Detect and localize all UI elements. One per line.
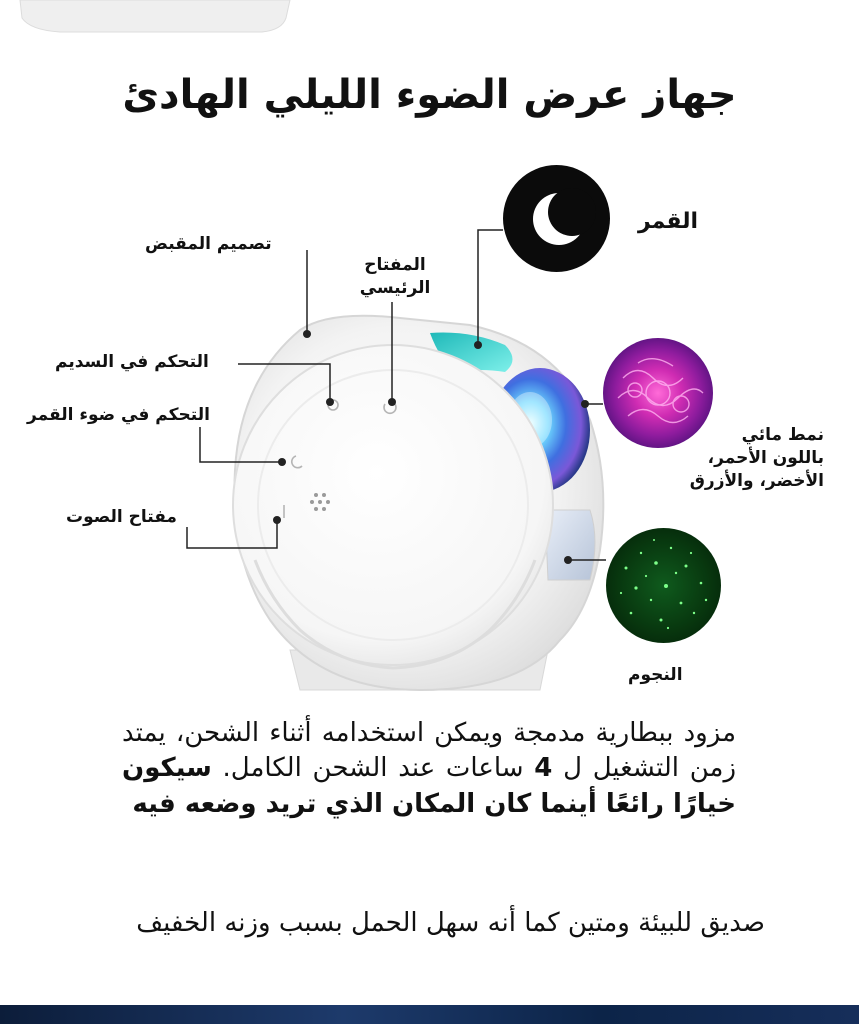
- bottom-banner-strip: [0, 1005, 859, 1024]
- label-main-switch-line1: المفتاح: [364, 255, 426, 275]
- label-stars: النجوم: [628, 665, 683, 685]
- label-water-pattern-line2: باللون الأحمر،: [707, 447, 824, 468]
- label-sound-switch: مفتاح الصوت: [66, 507, 177, 527]
- label-moon: القمر: [638, 209, 699, 234]
- label-main-switch: [355, 254, 435, 300]
- label-water-pattern-line1: نمط مائي: [741, 425, 824, 445]
- crescent-moon-icon: [503, 165, 610, 272]
- label-handle-design: تصميم المقبض: [145, 234, 272, 254]
- description-text-cont: ساعات عند الشحن الكامل.: [211, 753, 535, 784]
- description-highlight: سيكون خيارًا رائعًا أينما كان المكان الذي تريد وضعه فيه: [122, 753, 736, 819]
- page-title: جهاز عرض الضوء الليلي الهادئ: [122, 72, 737, 118]
- runtime-hours: 4: [534, 753, 553, 784]
- label-moonlight-control: التحكم في ضوء القمر: [27, 405, 210, 425]
- stars-icon: [606, 528, 721, 643]
- label-nebula-control: التحكم في السديم: [55, 352, 209, 372]
- description-paragraph-2: صديق للبيئة ومتين كما أنه سهل الحمل بسبب وزنه الخفيف: [136, 908, 765, 938]
- label-water-pattern: [674, 424, 824, 493]
- description-text: مزود ببطارية مدمجة ويمكن استخدامه أثناء الشحن، يمتد زمن التشغيل ل: [122, 718, 737, 784]
- label-water-pattern-line3: الأخضر، والأزرق: [689, 470, 824, 491]
- description-paragraph-1: [122, 716, 736, 822]
- label-main-switch-line2: الرئيسي: [359, 277, 431, 298]
